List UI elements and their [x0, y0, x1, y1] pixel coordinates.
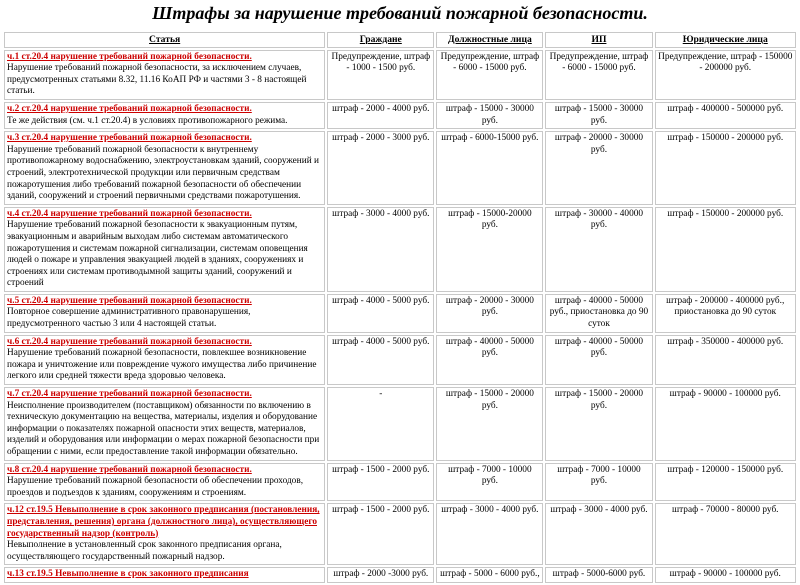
- ie-penalty: штраф - 3000 - 4000 руб.: [545, 503, 652, 565]
- ie-penalty: штраф - 5000-6000 руб.: [545, 567, 652, 583]
- column-header-article: Статья: [4, 32, 325, 48]
- officials-penalty: Предупреждение, штраф - 6000 - 15000 руб.: [436, 50, 543, 100]
- article-cell: [4, 50, 325, 100]
- fines-table: [2, 30, 798, 585]
- officials-penalty: штраф - 6000-15000 руб.: [436, 131, 543, 205]
- table-row: [4, 207, 796, 292]
- column-header-citizens: Граждане: [327, 32, 434, 48]
- officials-penalty: штраф - 5000 - 6000 руб.,: [436, 567, 543, 583]
- table-row: [4, 102, 796, 129]
- article-cell: [4, 567, 325, 583]
- citizens-penalty: Предупреждение, штраф - 1000 - 1500 руб.: [327, 50, 434, 100]
- article-cell: [4, 207, 325, 292]
- citizens-penalty: штраф - 2000 - 3000 руб.: [327, 131, 434, 205]
- ie-penalty: штраф - 40000 - 50000 руб., приостановка до 90 суток: [545, 294, 652, 333]
- table-row: [4, 503, 796, 565]
- ie-penalty: штраф - 30000 - 40000 руб.: [545, 207, 652, 292]
- legal-penalty: штраф - 350000 - 400000 руб.: [655, 335, 797, 385]
- ie-penalty: штраф - 40000 - 50000 руб.: [545, 335, 652, 385]
- legal-penalty: штраф - 120000 - 150000 руб.: [655, 463, 797, 502]
- ie-penalty: Предупреждение, штраф - 6000 - 15000 руб.: [545, 50, 652, 100]
- article-description: Нарушение требований пожарной безопасности об обеспечении проходов, проездов и подъездов к зданиям, сооружениям и строениям.: [7, 476, 304, 498]
- column-header-officials: Должностные лица: [436, 32, 543, 48]
- article-description: Нарушение требований пожарной безопасности к эвакуационным путям, эвакуационным и аварийным выходам либо системам автоматического пожаротушения и системам пожарной сигнализации, системам оповещения людей о пожаре и управления эвакуацией людей в зданиях, сооружениях и строениях или системам противодымной защиты зданий, сооружений и строений: [7, 220, 308, 289]
- officials-penalty: штраф - 40000 - 50000 руб.: [436, 335, 543, 385]
- table-row: [4, 567, 796, 583]
- legal-penalty: штраф - 70000 - 80000 руб.: [655, 503, 797, 565]
- officials-penalty: штраф - 15000-20000 руб.: [436, 207, 543, 292]
- ie-penalty: штраф - 20000 - 30000 руб.: [545, 131, 652, 205]
- legal-penalty: штраф - 150000 - 200000 руб.: [655, 207, 797, 292]
- article-link[interactable]: ч.4 ст.20.4 нарушение требований пожарной безопасности.: [7, 208, 252, 219]
- ie-penalty: штраф - 15000 - 20000 руб.: [545, 387, 652, 461]
- article-link[interactable]: ч.1 ст.20.4 нарушение требований пожарной безопасности.: [7, 51, 252, 62]
- table-row: [4, 131, 796, 205]
- citizens-penalty: штраф - 3000 - 4000 руб.: [327, 207, 434, 292]
- legal-penalty: штраф - 90000 - 100000 руб.: [655, 567, 797, 583]
- article-description: Невыполнение в установленный срок законного предписания органа, осуществляющего государственный пожарный надзор.: [7, 540, 282, 562]
- article-link[interactable]: ч.5 ст.20.4 нарушение требований пожарной безопасности.: [7, 295, 252, 306]
- article-link[interactable]: ч.7 ст.20.4 нарушение требований пожарной безопасности.: [7, 389, 252, 400]
- table-row: [4, 50, 796, 100]
- table-row: [4, 463, 796, 502]
- citizens-penalty: -: [327, 387, 434, 461]
- legal-penalty: штраф - 200000 - 400000 руб., приостановка до 90 суток: [655, 294, 797, 333]
- citizens-penalty: штраф - 2000 - 4000 руб.: [327, 102, 434, 129]
- article-cell: [4, 294, 325, 333]
- legal-penalty: штраф - 90000 - 100000 руб.: [655, 387, 797, 461]
- table-row: [4, 335, 796, 385]
- ie-penalty: штраф - 15000 - 30000 руб.: [545, 102, 652, 129]
- article-description: Те же действия (см. ч.1 ст.20.4) в условиях противопожарного режима.: [7, 115, 288, 126]
- article-link[interactable]: ч.8 ст.20.4 нарушение требований пожарной безопасности.: [7, 464, 252, 475]
- article-cell: [4, 463, 325, 502]
- article-cell: [4, 335, 325, 385]
- officials-penalty: штраф - 15000 - 20000 руб.: [436, 387, 543, 461]
- column-header-ie: ИП: [545, 32, 652, 48]
- officials-penalty: штраф - 3000 - 4000 руб.: [436, 503, 543, 565]
- article-link[interactable]: ч.12 ст.19.5 Невыполнение в срок законного предписания (постановления, представления, решения) органа (должностного лица), осуществляющего государственный надзор (контроль): [7, 505, 320, 539]
- article-cell: [4, 102, 325, 129]
- table-row: [4, 387, 796, 461]
- article-cell: [4, 503, 325, 565]
- citizens-penalty: штраф - 1500 - 2000 руб.: [327, 503, 434, 565]
- ie-penalty: штраф - 7000 - 10000 руб.: [545, 463, 652, 502]
- article-description: Нарушение требований пожарной безопасности к внутреннему противопожарному водоснабжению, электроустановкам зданий, сооружений и строений, электротехнической продукции или первичным средствам пожаротушения либо требований пожарной безопасности об обеспечении зданий, сооружений и строений первичными средствами пожаротушения.: [7, 144, 320, 202]
- citizens-penalty: штраф - 2000 -3000 руб.: [327, 567, 434, 583]
- legal-penalty: Предупреждение, штраф - 150000 - 200000 руб.: [655, 50, 797, 100]
- article-description: Неисполнение производителем (поставщиком) обязанности по включению в техническую документацию на вещества, материалы, изделия и оборудование информации о показателях пожарной опасности этих веществ, материалов, изделий и оборудования или информации о мерах пожарной безопасности при обращении с ними, если предоставление такой информации обязательно.: [7, 400, 320, 457]
- legal-penalty: штраф - 150000 - 200000 руб.: [655, 131, 797, 205]
- column-header-legal: Юридические лица: [655, 32, 797, 48]
- article-cell: [4, 131, 325, 205]
- citizens-penalty: штраф - 4000 - 5000 руб.: [327, 294, 434, 333]
- officials-penalty: штраф - 20000 - 30000 руб.: [436, 294, 543, 333]
- article-cell: [4, 387, 325, 461]
- citizens-penalty: штраф - 4000 - 5000 руб.: [327, 335, 434, 385]
- officials-penalty: штраф - 15000 - 30000 руб.: [436, 102, 543, 129]
- article-link[interactable]: ч.2 ст.20.4 нарушение требований пожарной безопасности.: [7, 103, 252, 114]
- article-link[interactable]: ч.3 ст.20.4 нарушение требований пожарной безопасности.: [7, 133, 252, 144]
- citizens-penalty: штраф - 1500 - 2000 руб.: [327, 463, 434, 502]
- article-description: Нарушение требований пожарной безопасности, повлекшее возникновение пожара и уничтожение или повреждение чужого имущества либо причинение легкого или средней тяжести вреда здоровью человека.: [7, 348, 317, 382]
- officials-penalty: штраф - 7000 - 10000 руб.: [436, 463, 543, 502]
- table-header-row: [4, 32, 796, 48]
- article-description: Нарушение требований пожарной безопасности, за исключением случаев, предусмотренных статьями 8.32, 11.16 КоАП РФ и частями 3 - 8 настоящей статьи.: [7, 63, 307, 97]
- article-description: Повторное совершение административного правонарушения, предусмотренного частью 3 или 4 настоящей статьи.: [7, 307, 251, 330]
- article-link[interactable]: ч.6 ст.20.4 нарушение требований пожарной безопасности.: [7, 336, 252, 347]
- page-title: Штрафы за нарушение требований пожарной безопасности.: [152, 3, 648, 23]
- table-row: [4, 294, 796, 333]
- article-link[interactable]: ч.13 ст.19.5 Невыполнение в срок законного предписания: [7, 569, 249, 580]
- legal-penalty: штраф - 400000 - 500000 руб.: [655, 102, 797, 129]
